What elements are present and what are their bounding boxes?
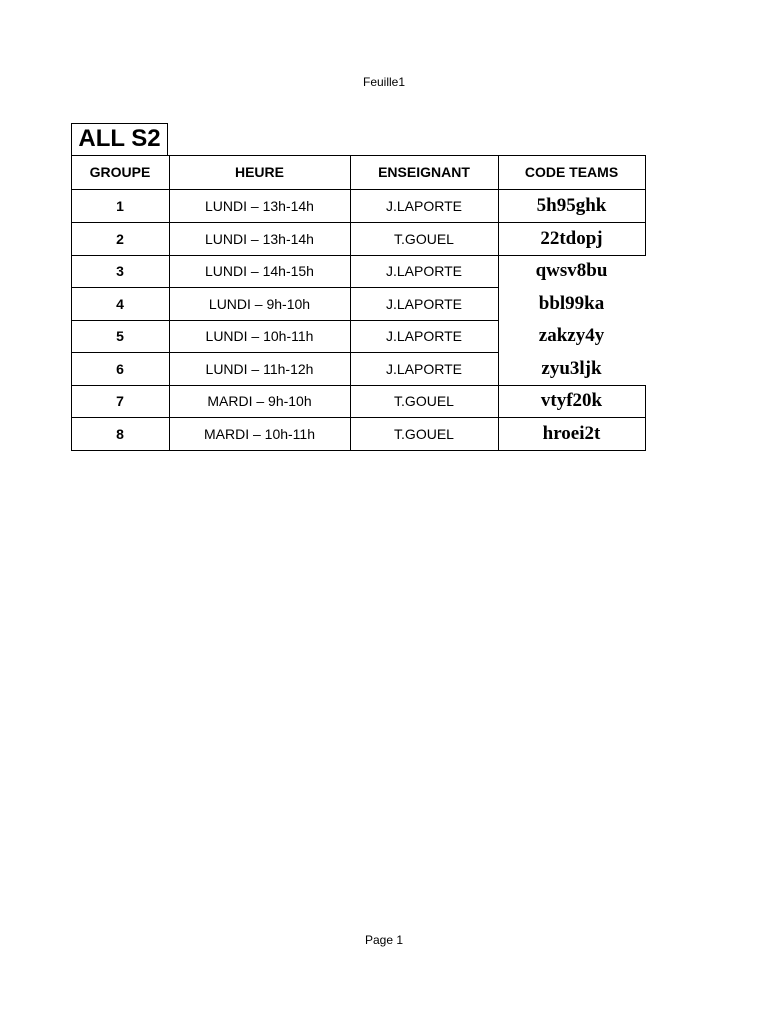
grid-line xyxy=(71,352,499,353)
grid-line xyxy=(645,385,646,451)
grid-line xyxy=(71,417,646,418)
table-title: ALL S2 xyxy=(71,123,168,155)
cell-code-teams: qwsv8bu xyxy=(535,260,608,281)
cell-groupe: 7 xyxy=(116,393,124,409)
cell-code-teams: vtyf20k xyxy=(540,390,603,411)
cell-enseignant: T.GOUEL xyxy=(394,230,454,247)
cell-code-teams: zakzy4y xyxy=(538,325,605,346)
cell-code-teams: zyu3ljk xyxy=(541,357,602,379)
cell-heure: LUNDI – 13h-14h xyxy=(205,197,314,214)
grid-line xyxy=(71,255,646,256)
grid-line xyxy=(498,155,499,451)
cell-groupe: 6 xyxy=(116,360,124,377)
grid-line xyxy=(71,450,646,451)
cell-code-teams: bbl99ka xyxy=(538,292,605,314)
page-header: Feuille1 xyxy=(362,75,406,89)
cell-heure: LUNDI – 10h-11h xyxy=(205,328,314,344)
cell-enseignant: T.GOUEL xyxy=(394,393,454,409)
column-header-groupe: GROUPE xyxy=(89,164,151,180)
cell-code-teams: hroei2t xyxy=(542,422,601,444)
cell-heure: MARDI – 9h-10h xyxy=(207,393,312,409)
cell-enseignant: J.LAPORTE xyxy=(386,295,462,312)
grid-line xyxy=(350,155,351,451)
cell-groupe: 2 xyxy=(116,230,124,247)
cell-enseignant: J.LAPORTE xyxy=(386,263,462,279)
cell-groupe: 1 xyxy=(116,197,124,214)
grid-line xyxy=(71,155,646,156)
grid-line xyxy=(169,155,170,451)
cell-enseignant: J.LAPORTE xyxy=(386,360,462,377)
cell-groupe: 3 xyxy=(116,263,124,279)
cell-groupe: 8 xyxy=(116,425,124,442)
cell-heure: LUNDI – 14h-15h xyxy=(205,263,314,279)
cell-groupe: 5 xyxy=(116,328,124,344)
grid-line xyxy=(71,189,646,190)
cell-enseignant: J.LAPORTE xyxy=(386,328,462,344)
column-header-code-teams: CODE TEAMS xyxy=(524,164,619,180)
column-header-heure: HEURE xyxy=(234,164,284,180)
cell-enseignant: J.LAPORTE xyxy=(386,197,462,214)
cell-heure: LUNDI – 9h-10h xyxy=(208,295,311,312)
cell-code-teams: 5h95ghk xyxy=(536,194,607,216)
cell-groupe: 4 xyxy=(116,295,124,312)
cell-heure: MARDI – 10h-11h xyxy=(203,425,315,442)
cell-heure: LUNDI – 11h-12h xyxy=(205,360,314,377)
grid-line xyxy=(71,287,499,288)
grid-line xyxy=(71,222,646,223)
cell-code-teams: 22tdopj xyxy=(540,227,603,249)
grid-line xyxy=(71,385,646,386)
grid-line xyxy=(645,155,646,256)
grid-line xyxy=(71,320,499,321)
page-footer: Page 1 xyxy=(364,933,404,947)
cell-enseignant: T.GOUEL xyxy=(394,425,454,442)
grid-line xyxy=(71,155,72,451)
column-header-enseignant: ENSEIGNANT xyxy=(378,164,470,180)
cell-heure: LUNDI – 13h-14h xyxy=(205,230,314,247)
schedule-table xyxy=(71,155,646,451)
